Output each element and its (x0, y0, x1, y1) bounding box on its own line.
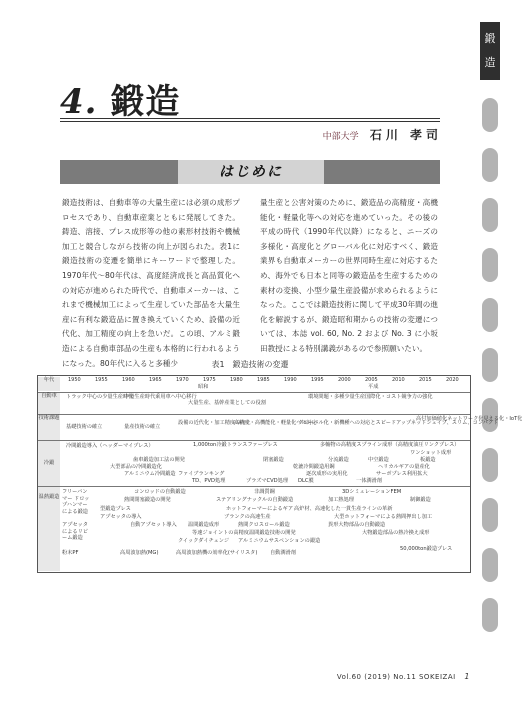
cold-item: 歯車鍛造加工法の開発 (133, 457, 185, 463)
cold-item: 逐次成形の実用化 (306, 471, 348, 477)
cold-item: プラズマCVD処理 (246, 478, 289, 484)
year-tick: 1985 (257, 377, 270, 383)
year-tick: 1960 (122, 377, 135, 383)
year-tick: 1970 (176, 377, 189, 383)
row-label-hot-forging: 温熱鍛造 (38, 487, 60, 571)
table-row-divider (38, 392, 470, 393)
article-title (60, 74, 180, 123)
hot-item: アプセッタの導入 (100, 514, 142, 520)
body-column-left: 鍛造技術は、自動車等の大量生産には必須の成形プロセスであり、自動車産業とともに発展してきた。鋳造、溶接、プレス成形等の他の素形材技術や機械加工と競合しながら技術の向上が図られた。表1に鍛造技術の変遷を簡単にキーワードで整理した。1970年代～80年代は、高度経済成長と高品質化への対応が進められた時代で、自動車メーカーは、これまで機械加工によって生産していた部品を大量生産に有利な鍛造品に置き換えていくため、設備の近代化、加工精度の向上を急いだ。この頃、アルミ鍛造による自動車部品の生産も本格的に行われるようになった。80年代に入ると多種少 (62, 198, 240, 368)
cold-item: 板鍛造 (420, 457, 436, 463)
table-row-divider (38, 440, 470, 441)
hot-item: 3DシミュレーションFEM (342, 489, 402, 495)
row-label-automobile: 自動車 (38, 393, 60, 414)
hot-item: 大型ホットフォーマによる熱間押出し加工 (334, 514, 433, 520)
year-tick: 1990 (284, 377, 297, 383)
car-phase-3: 大量生産、基幹産業としての役割 (188, 400, 266, 406)
cold-item: TD、PVD処理 (192, 478, 226, 484)
year-tick: 1950 (68, 377, 81, 383)
hot-item: 型鍛造プレス (100, 506, 131, 512)
car-phase-2: 中量生産時代乗用車へ中心移行 (124, 394, 197, 400)
cold-item: アルミニウム冷間鍛造 (124, 471, 176, 477)
tech-phase-4: 高精度・高機能化・軽量化への対応 (234, 420, 318, 426)
cold-item: 多軸物の高精度スプライン成形（高精度油圧リンクプレス） (320, 442, 460, 448)
cold-item: 閉塞鍛造 (263, 457, 284, 463)
side-tab-char-top: 鍛 (484, 32, 496, 45)
row-label-tech-issue: 技術課題 (38, 415, 60, 440)
side-tab-slot (482, 448, 498, 482)
hot-item: 異形大物部品の自動鍛造 (328, 522, 386, 528)
author-affiliation: 中部大学 (322, 132, 359, 142)
cold-item: 中空鍛造 (368, 457, 389, 463)
author-line (323, 126, 442, 143)
year-tick: 1980 (230, 377, 243, 383)
side-tab-slot (482, 248, 498, 282)
title-rule (60, 118, 440, 119)
hot-item: 高周波加熱(MG) (120, 550, 159, 556)
year-tick: 2010 (392, 377, 405, 383)
side-tab-slot (482, 148, 498, 182)
hot-item: アプセッタによるリビーム鍛造 (62, 522, 88, 541)
hot-item: 高周波加熱機の効率化(サイリスタ) (176, 550, 258, 556)
hot-item: 加工熱処理 (328, 497, 354, 503)
hot-item: 大物鍛造部品の熱冷換え成形 (362, 530, 430, 536)
side-tab-slot (482, 548, 498, 582)
article-number: 4. (60, 82, 98, 122)
journal-info: Vol.60 (2019) No.11 SOKEIZAI (336, 673, 456, 681)
cold-item: ヘリカルギアの量産化 (378, 464, 430, 470)
side-tab-slot (482, 398, 498, 432)
hot-item: アルミニウムサスペンションの鍛造 (238, 538, 321, 544)
table-caption: 表1 鍛造技術の変遷 (211, 360, 289, 369)
hot-item: 高炉材、高速化した一貫生産ラインの革新 (294, 506, 393, 512)
year-tick: 1995 (311, 377, 324, 383)
table-row-divider (38, 414, 470, 415)
technology-timeline-table (37, 375, 522, 573)
year-tick: 2000 (338, 377, 351, 383)
article-title-text: 鍛造 (110, 82, 181, 122)
row-label-cold-forging: 冷鍛 (38, 441, 60, 486)
car-phase-4: 環境問題・多種少量生産国際化・コスト競争力の強化 (308, 394, 433, 400)
year-tick: 2015 (419, 377, 432, 383)
side-index-tab (480, 0, 500, 707)
cold-item: ワンショット成形 (410, 450, 452, 456)
side-tab-slot (482, 498, 498, 532)
hot-item: 制御鍛造 (410, 497, 431, 503)
cold-item: 1,000ton冷鍛トランスファープレス (193, 442, 278, 448)
year-tick: 1955 (95, 377, 108, 383)
car-phase-1: トラック中心の少量生産時代 (66, 394, 134, 400)
page-number: 1 (464, 672, 470, 681)
side-tab-slot (482, 298, 498, 332)
section-heading: はじめに (178, 160, 324, 184)
hot-item: ホットフォーマーによるギア (226, 506, 294, 512)
hot-item: 自動潤滑剤 (270, 550, 296, 556)
tech-phase-5: グローバル化・新機種への対応とスピードアップネットシェイプ、スリム、コンパクト (298, 420, 499, 426)
era-showa: 昭和 (198, 384, 209, 390)
cold-item: 大型部品の冷間鍛造化 (110, 464, 162, 470)
hot-item: 熱間閉塞鍛造の開発 (124, 497, 171, 503)
hot-item: ブランクの高速生産 (224, 514, 271, 520)
hot-item: クイックダイチェンジ (178, 538, 230, 544)
hot-item: フリーバンマー ドロップハンマーによる鍛造 (62, 489, 90, 515)
section-heading-bar (60, 160, 440, 184)
side-tab-slot (482, 198, 498, 232)
title-rule (60, 121, 440, 122)
hot-item: 温間鍛造成形 (188, 522, 220, 528)
hot-item: コンロッドの自動鍛造 (134, 489, 186, 495)
hot-item: 粉末PF (62, 550, 79, 556)
cold-item: 分流鍛造 (328, 457, 349, 463)
cold-item: ファイブランキング (178, 471, 225, 477)
year-tick: 1975 (203, 377, 216, 383)
era-heisei: 平成 (368, 384, 379, 390)
side-tab-char-bottom: 造 (484, 56, 496, 69)
hot-item: 熱間クロスロール鍛造 (238, 522, 290, 528)
hot-item: 等速ジョイントの高精度温間鍛造技術の開発 (192, 530, 296, 536)
tech-phase-6: 高付加価値化ネットワーク化見える化・IoT化 (416, 416, 522, 422)
hot-item: 50,000ton鍛造プレス (400, 546, 453, 552)
side-tab-slot (482, 98, 498, 132)
cold-item: 乾漉冷間鍛造用鋼 (293, 464, 335, 470)
hot-item: 自動アプセット導入 (130, 522, 177, 528)
cold-item: 一体潤滑剤 (356, 478, 382, 484)
hot-item: 非調質鋼 (254, 489, 275, 495)
table-row-divider (38, 486, 470, 487)
tech-phase-2: 量産技術の確立 (124, 424, 161, 430)
cold-item: サーボプレス利用拡大 (376, 471, 428, 477)
tech-phase-1: 基礎技術の確立 (66, 424, 103, 430)
author-name: 石川 孝司 (369, 128, 442, 142)
tech-phase-3: 設備の近代化・加工精度の向上 (178, 420, 251, 426)
hot-item: ステアリングナックルの自動鍛造 (216, 497, 294, 503)
year-tick: 2020 (446, 377, 459, 383)
year-tick: 2005 (365, 377, 378, 383)
body-column-right: 量生産と公害対策のために、鍛造品の高精度・高機能化・軽量化等への対応を進めていった。その後の平成の時代（1990年代以降）になると、ニーズの多様化・高度化とグローバル化に対応すべく、鍛造業界も自動車メーカーの世界同時生産に対応するため、海外でも日本と同等の鍛造品を生産するための素材の変換、小型少量生産設備が求められるようになった。ここでは鍛造技術に関して平成30年間の進化を解説するが、鍛造昭和期からの技術の変遷については、本誌 vol. 60, No. 2 および No. 3 に小坂田教授による特別講義があるので参照願いたい。 (260, 198, 438, 353)
row-label-era: 年代 (38, 377, 60, 391)
year-tick: 1965 (149, 377, 162, 383)
side-tab-label-box (480, 22, 500, 80)
side-tab-slot (482, 598, 498, 632)
page-footer (337, 672, 470, 681)
cold-item: DLC膜 (298, 478, 314, 484)
cold-item: 冷間鍛造導入（ヘッダーマイプレス） (66, 443, 154, 449)
